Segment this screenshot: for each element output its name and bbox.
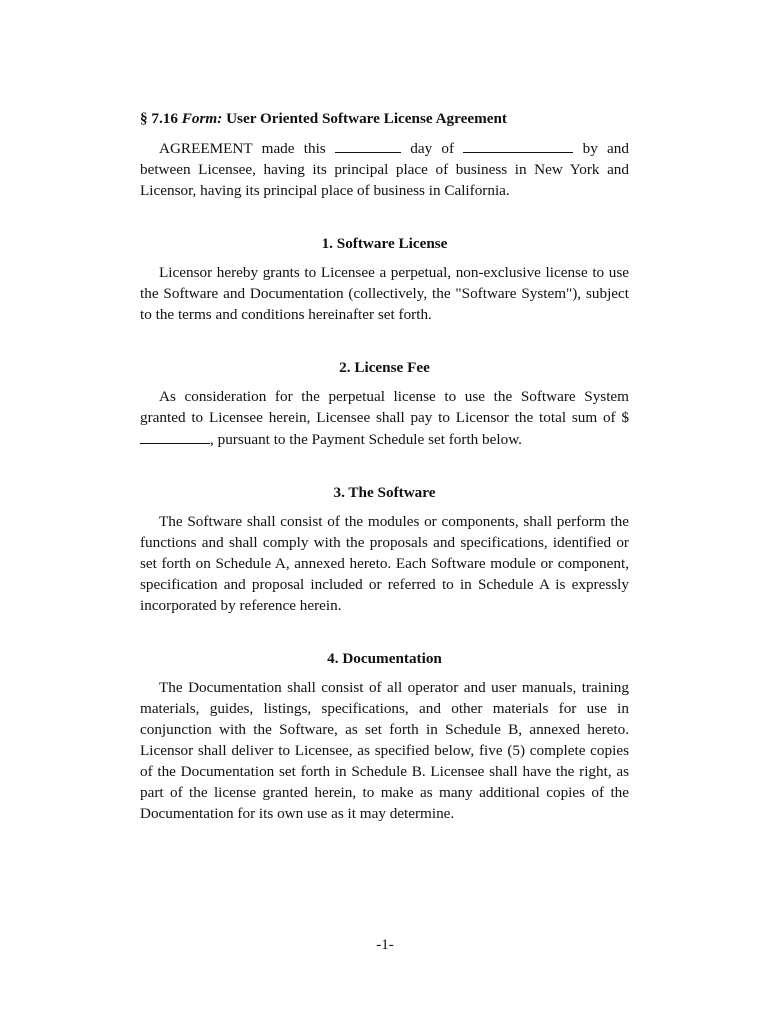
section-heading-license-fee: 2. License Fee (339, 359, 430, 376)
section-body-license-fee (140, 386, 629, 450)
form-label: Form: (181, 110, 223, 127)
section-mark: § 7.16 (140, 110, 178, 127)
section-heading-the-software: 3. The Software (333, 484, 436, 501)
license-fee-text-part1: As consideration for the perpetual license to use the Software System granted to Licensee herein, Licensee shall pay to Licensor the total sum of $ (140, 388, 629, 426)
section-body-the-software: The Software shall consist of the modules or components, shall perform the functions and shall comply with the proposals and specifications, identified or set forth on Schedule A, annexed hereto. Each Software module or component, specification and proposal included or referred to in Schedule A is expressly incorporated by reference herein. (140, 513, 629, 614)
intro-text-part3: by and between Licensee, having its principal place of business in New York and Licensor, having its principal place of business in California. (140, 140, 629, 199)
fee-amount-blank (140, 428, 210, 444)
section-heading-documentation: 4. Documentation (327, 650, 442, 667)
intro-paragraph (140, 137, 629, 201)
document-title (140, 108, 629, 130)
section-body-software-license: Licensor hereby grants to Licensee a perpetual, non-exclusive license to use the Software and Documentation (collectively, the "Software System"), subject to the terms and conditions hereinafter set forth. (140, 264, 629, 323)
license-fee-text-part2: , pursuant to the Payment Schedule set forth below. (210, 431, 522, 448)
document-page (140, 108, 629, 824)
title-text: User Oriented Software License Agreement (226, 110, 507, 127)
month-blank (463, 137, 573, 153)
section-body-documentation: The Documentation shall consist of all operator and user manuals, training materials, guides, listings, specifications, and other materials for use in conjunction with the Software, as set forth in Schedule B, annexed hereto. Licensor shall deliver to Licensee, as specified below, five (5) complete copies of the Documentation set forth in Schedule B. Licensee shall have the right, as part of the license granted herein, to make as many additional copies of the Documentation for its own use as it may determine. (140, 679, 629, 822)
page-number: -1- (376, 937, 394, 953)
intro-text-part2: day of (400, 140, 464, 157)
section-heading-software-license: 1. Software License (321, 235, 448, 252)
intro-text-part1: AGREEMENT made this (159, 140, 335, 157)
day-blank (335, 137, 401, 153)
